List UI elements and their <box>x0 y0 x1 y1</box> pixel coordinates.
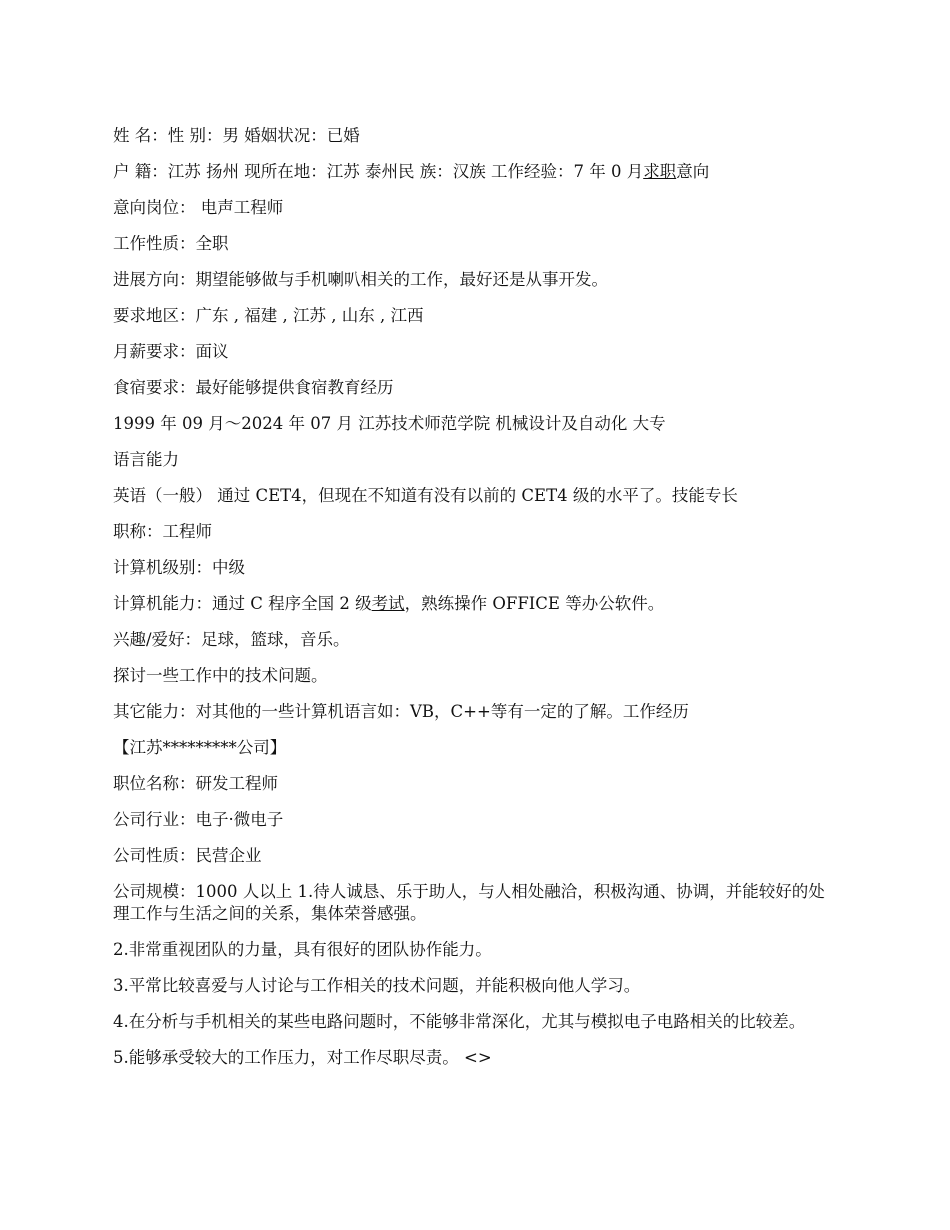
paragraph-household <box>113 161 837 183</box>
paragraph-company-type <box>113 845 837 867</box>
paragraph-text: 职称：工程师 <box>113 522 212 541</box>
paragraph-text: 2.非常重视团队的力量，具有很好的团队协作能力。 <box>113 940 492 959</box>
paragraph-title <box>113 521 837 543</box>
paragraph-item-3 <box>113 975 837 997</box>
paragraph-text: 公司行业：电子·微电子 <box>113 810 284 829</box>
paragraph-item-2 <box>113 939 837 961</box>
paragraph-text: 进展方向：期望能够做与手机喇叭相关的工作，最好还是从事开发。 <box>113 270 608 289</box>
paragraph-text: 公司性质：民营企业 <box>113 846 262 865</box>
paragraph-job-type <box>113 233 837 255</box>
paragraph-text: 探讨一些工作中的技术问题。 <box>113 666 328 685</box>
paragraph-item-4 <box>113 1011 837 1033</box>
paragraph-direction <box>113 269 837 291</box>
paragraph-salary <box>113 341 837 363</box>
paragraph-text: 计算机级别：中级 <box>113 558 245 577</box>
paragraph-text: 食宿要求：最好能够提供食宿教育经历 <box>113 378 394 397</box>
paragraph-english <box>113 485 837 507</box>
paragraph-text: 工作性质：全职 <box>113 234 229 253</box>
exam-link[interactable]: 考试 <box>371 594 405 613</box>
paragraph-computer-skill <box>113 593 837 615</box>
paragraph-text: 5.能够承受较大的工作压力，对工作尽职尽责。 <> <box>113 1048 492 1067</box>
paragraph-text: 1999 年 09 月～2024 年 07 月 江苏技术师范学院 机械设计及自动化 大专 <box>113 414 666 433</box>
paragraph-text: 要求地区：广东 , 福建 , 江苏 , 山东 , 江西 <box>113 306 424 325</box>
paragraph-name-gender <box>113 125 837 147</box>
paragraph-text: 3.平常比较喜爱与人讨论与工作相关的技术问题，并能积极向他人学习。 <box>113 976 641 995</box>
paragraph-text: 姓 名：性 别：男 婚姻状况：已婚 <box>113 126 360 145</box>
paragraph-text: 4.在分析与手机相关的某些电路问题时，不能够非常深化，尤其与模拟电子电路相关的比较差。 <box>113 1012 806 1031</box>
paragraph-text: 户 籍：江苏 扬州 现所在地：江苏 泰州民 族：汉族 工作经验：7 年 0 月 <box>113 162 644 181</box>
paragraph-text: 兴趣/爱好：足球，篮球，音乐。 <box>113 630 350 649</box>
paragraph-text: 【江苏*********公司】 <box>113 738 287 757</box>
paragraph-text: 职位名称：研发工程师 <box>113 774 278 793</box>
paragraph-education <box>113 413 837 435</box>
paragraph-text-after: 意向 <box>676 162 710 181</box>
paragraph-item-5 <box>113 1047 837 1069</box>
paragraph-intended-position <box>113 197 837 219</box>
paragraph-text: 公司规模：1000 人以上 1.待人诚恳、乐于助人，与人相处融洽，积极沟通、协调，并能较好的处理工作与生活之间的关系，集体荣誉感强。 <box>113 882 825 923</box>
paragraph-text: 英语（一般） 通过 CET4，但现在不知道有没有以前的 CET4 级的水平了。技能专长 <box>113 486 738 505</box>
paragraph-text: 计算机能力：通过 C 程序全国 2 级 <box>113 594 372 613</box>
paragraph-position-name <box>113 773 837 795</box>
paragraph-language-heading <box>113 449 837 471</box>
paragraph-text: 月薪要求：面议 <box>113 342 229 361</box>
paragraph-hobbies <box>113 629 837 651</box>
paragraph-accommodation <box>113 377 837 399</box>
paragraph-computer-level <box>113 557 837 579</box>
paragraph-text: 其它能力：对其他的一些计算机语言如：VB，C++等有一定的了解。工作经历 <box>113 702 689 721</box>
paragraph-company-name <box>113 737 837 759</box>
paragraph-text: 语言能力 <box>113 450 179 469</box>
paragraph-discussion <box>113 665 837 687</box>
paragraph-region <box>113 305 837 327</box>
paragraph-text-after: ，熟练操作 OFFICE 等办公软件。 <box>404 594 665 613</box>
resume-body <box>113 125 837 1083</box>
job-seeking-link[interactable]: 求职 <box>643 162 677 181</box>
paragraph-company-size <box>113 881 837 925</box>
paragraph-industry <box>113 809 837 831</box>
paragraph-text: 意向岗位： 电声工程师 <box>113 198 284 217</box>
paragraph-other-abilities <box>113 701 837 723</box>
